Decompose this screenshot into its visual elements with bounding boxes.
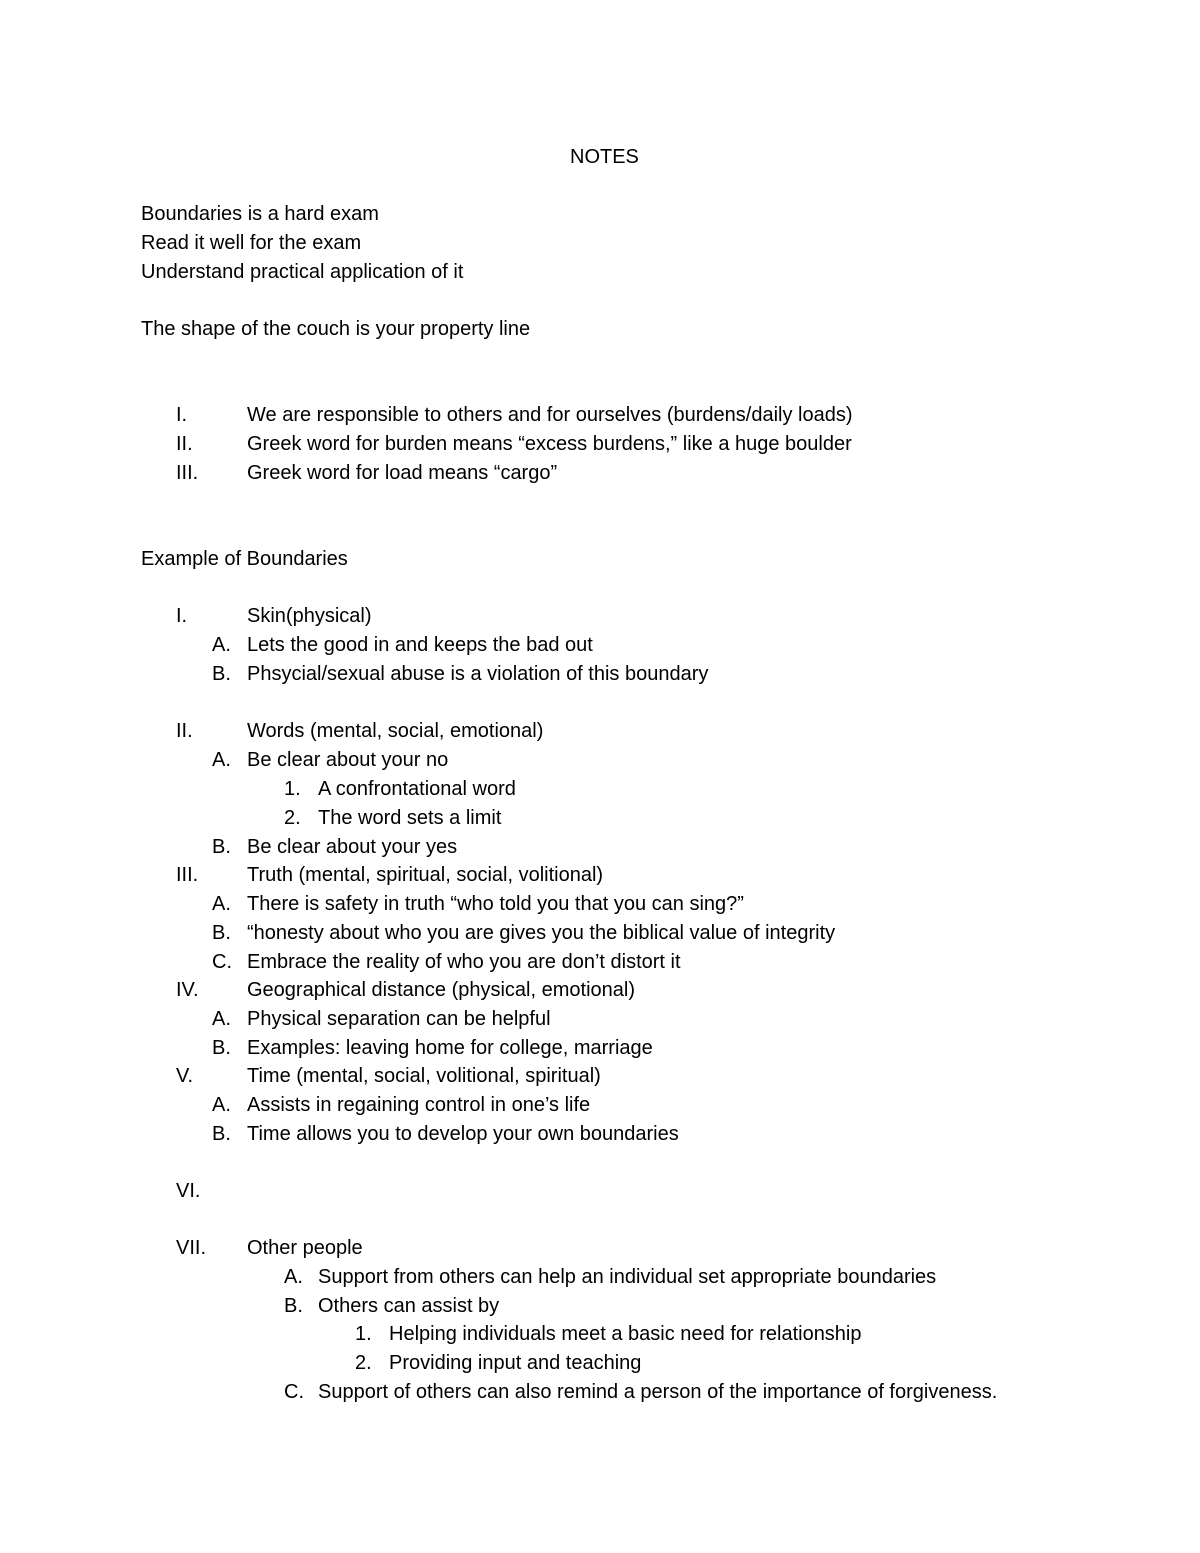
intro-line: Understand practical application of it (141, 261, 464, 283)
subsub-item: A confrontational word (318, 778, 516, 800)
sub-marker: B. (284, 1295, 303, 1317)
list-item: Words (mental, social, emotional) (247, 720, 544, 742)
couch-line: The shape of the couch is your property line (141, 318, 531, 340)
list-marker: II. (176, 720, 193, 742)
sub-marker: A. (212, 1094, 231, 1116)
sub-item: Be clear about your no (247, 749, 449, 771)
sub-item: Others can assist by (318, 1295, 500, 1317)
sub-item: Assists in regaining control in one’s life (247, 1094, 591, 1116)
sub-item: Embrace the reality of who you are don’t distort it (247, 951, 681, 973)
sub-marker: C. (284, 1381, 304, 1403)
sub-marker: A. (212, 1008, 231, 1030)
subsub-marker: 2. (284, 807, 301, 829)
subsub-item: The word sets a limit (318, 807, 502, 829)
sub-marker: A. (212, 749, 231, 771)
section-heading: Example of Boundaries (141, 548, 348, 570)
list-marker: III. (176, 864, 199, 886)
sub-marker: B. (212, 922, 231, 944)
list-marker: V. (176, 1065, 194, 1087)
list-item: Greek word for load means “cargo” (247, 462, 558, 484)
subsub-marker: 1. (284, 778, 301, 800)
sub-item: “honesty about who you are gives you the biblical value of integrity (247, 922, 836, 944)
sub-item: Phsycial/sexual abuse is a violation of this boundary (247, 663, 709, 685)
sub-marker: B. (212, 1123, 231, 1145)
list-marker: IV. (176, 979, 199, 1001)
list-marker: III. (176, 462, 199, 484)
list-marker: I. (176, 605, 188, 627)
page-title: NOTES (570, 146, 639, 168)
sub-item: Examples: leaving home for college, marriage (247, 1037, 653, 1059)
sub-item: Support from others can help an individual set appropriate boundaries (318, 1266, 937, 1288)
sub-item: Time allows you to develop your own boundaries (247, 1123, 679, 1145)
sub-item: Support of others can also remind a person of the importance of forgiveness. (318, 1381, 998, 1403)
subsub-marker: 2. (355, 1352, 372, 1374)
list-item: Geographical distance (physical, emotional) (247, 979, 635, 1001)
sub-marker: A. (284, 1266, 303, 1288)
sub-marker: B. (212, 663, 231, 685)
subsub-item: Providing input and teaching (389, 1352, 642, 1374)
list-marker: VI. (176, 1180, 201, 1202)
subsub-item: Helping individuals meet a basic need for relationship (389, 1323, 862, 1345)
sub-item: Lets the good in and keeps the bad out (247, 634, 593, 656)
list-item: Greek word for burden means “excess burdens,” like a huge boulder (247, 433, 852, 455)
sub-item: Be clear about your yes (247, 836, 458, 858)
list-marker: I. (176, 404, 188, 426)
sub-marker: B. (212, 1037, 231, 1059)
list-marker: II. (176, 433, 193, 455)
list-item: We are responsible to others and for ourselves (burdens/daily loads) (247, 404, 853, 426)
sub-marker: B. (212, 836, 231, 858)
intro-line: Read it well for the exam (141, 232, 362, 254)
sub-marker: C. (212, 951, 232, 973)
sub-item: There is safety in truth “who told you that you can sing?” (247, 893, 744, 915)
subsub-marker: 1. (355, 1323, 372, 1345)
list-marker: VII. (176, 1237, 207, 1259)
intro-line: Boundaries is a hard exam (141, 203, 379, 225)
sub-marker: A. (212, 634, 231, 656)
list-item: Truth (mental, spiritual, social, volitional) (247, 864, 604, 886)
sub-marker: A. (212, 893, 231, 915)
list-item: Skin(physical) (247, 605, 372, 627)
sub-item: Physical separation can be helpful (247, 1008, 551, 1030)
list-item: Time (mental, social, volitional, spiritual) (247, 1065, 601, 1087)
list-item: Other people (247, 1237, 363, 1259)
